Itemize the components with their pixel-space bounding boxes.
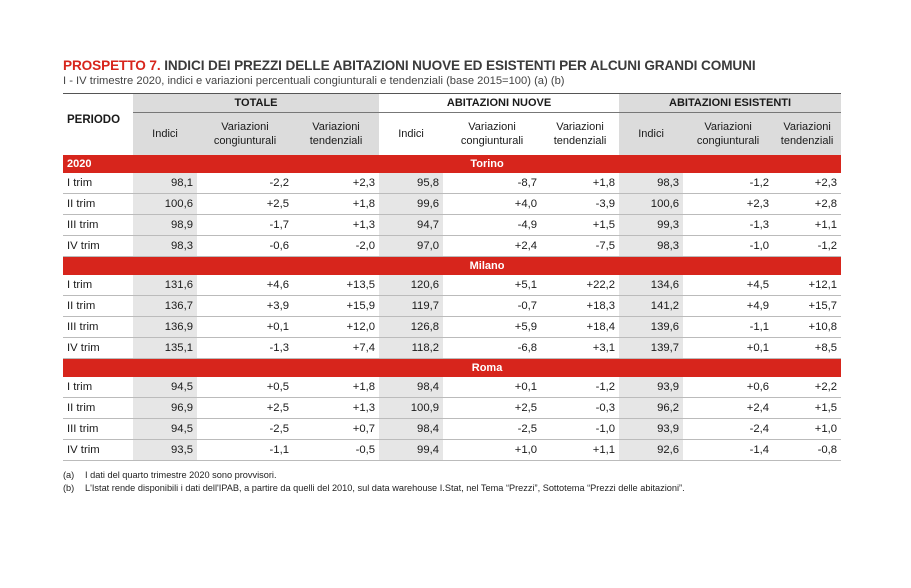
value-cell: +2,5 bbox=[197, 194, 293, 215]
value-cell: +4,0 bbox=[443, 194, 541, 215]
value-cell: +12,1 bbox=[773, 275, 841, 296]
value-cell: +1,5 bbox=[541, 215, 619, 236]
value-cell: +4,6 bbox=[197, 275, 293, 296]
value-cell: 100,6 bbox=[133, 194, 197, 215]
value-cell: +1,8 bbox=[293, 194, 379, 215]
group-header-nuove: ABITAZIONI NUOVE bbox=[379, 94, 619, 113]
value-cell: -1,2 bbox=[773, 236, 841, 257]
value-cell: -1,4 bbox=[683, 440, 773, 461]
value-cell: 131,6 bbox=[133, 275, 197, 296]
value-cell: +4,5 bbox=[683, 275, 773, 296]
value-cell: 98,1 bbox=[133, 173, 197, 194]
value-cell: 96,2 bbox=[619, 398, 683, 419]
footnotes bbox=[63, 469, 841, 495]
value-cell: 98,9 bbox=[133, 215, 197, 236]
value-cell: +2,3 bbox=[773, 173, 841, 194]
value-cell: -7,5 bbox=[541, 236, 619, 257]
city-name: Roma bbox=[133, 359, 841, 378]
value-cell: 99,6 bbox=[379, 194, 443, 215]
value-cell: 93,5 bbox=[133, 440, 197, 461]
value-cell: -2,4 bbox=[683, 419, 773, 440]
value-cell: +2,5 bbox=[443, 398, 541, 419]
value-cell: 100,6 bbox=[619, 194, 683, 215]
value-cell: +0,1 bbox=[683, 338, 773, 359]
value-cell: -1,2 bbox=[683, 173, 773, 194]
table-row bbox=[63, 377, 841, 398]
period-cell: III trim bbox=[63, 419, 133, 440]
year-label: 2020 bbox=[63, 155, 133, 173]
value-cell: +4,9 bbox=[683, 296, 773, 317]
value-cell: -1,0 bbox=[541, 419, 619, 440]
column-header: Variazioni congiunturali bbox=[443, 113, 541, 156]
value-cell: +2,4 bbox=[683, 398, 773, 419]
city-name: Torino bbox=[133, 155, 841, 173]
value-cell: -1,1 bbox=[683, 317, 773, 338]
value-cell: +7,4 bbox=[293, 338, 379, 359]
table-row bbox=[63, 173, 841, 194]
table-row bbox=[63, 419, 841, 440]
value-cell: +13,5 bbox=[293, 275, 379, 296]
value-cell: 98,3 bbox=[619, 236, 683, 257]
value-cell: -4,9 bbox=[443, 215, 541, 236]
value-cell: +18,4 bbox=[541, 317, 619, 338]
period-cell: II trim bbox=[63, 194, 133, 215]
table-row bbox=[63, 398, 841, 419]
year-label bbox=[63, 359, 133, 378]
period-cell: III trim bbox=[63, 215, 133, 236]
value-cell: 97,0 bbox=[379, 236, 443, 257]
group-header-totale: TOTALE bbox=[133, 94, 379, 113]
table-row bbox=[63, 317, 841, 338]
value-cell: 135,1 bbox=[133, 338, 197, 359]
value-cell: 120,6 bbox=[379, 275, 443, 296]
city-band bbox=[63, 359, 841, 378]
city-name: Milano bbox=[133, 257, 841, 276]
value-cell: 139,7 bbox=[619, 338, 683, 359]
value-cell: +0,1 bbox=[197, 317, 293, 338]
column-header: Variazioni tendenziali bbox=[773, 113, 841, 156]
value-cell: 141,2 bbox=[619, 296, 683, 317]
value-cell: +15,9 bbox=[293, 296, 379, 317]
value-cell: -0,6 bbox=[197, 236, 293, 257]
value-cell: -6,8 bbox=[443, 338, 541, 359]
value-cell: -1,3 bbox=[197, 338, 293, 359]
value-cell: +0,6 bbox=[683, 377, 773, 398]
value-cell: +0,5 bbox=[197, 377, 293, 398]
column-header: Variazioni congiunturali bbox=[197, 113, 293, 156]
value-cell: 98,3 bbox=[133, 236, 197, 257]
value-cell: +3,1 bbox=[541, 338, 619, 359]
value-cell: +2,5 bbox=[197, 398, 293, 419]
value-cell: 93,9 bbox=[619, 419, 683, 440]
period-cell: IV trim bbox=[63, 236, 133, 257]
value-cell: 134,6 bbox=[619, 275, 683, 296]
value-cell: -2,0 bbox=[293, 236, 379, 257]
value-cell: -0,5 bbox=[293, 440, 379, 461]
group-header-esistenti: ABITAZIONI ESISTENTI bbox=[619, 94, 841, 113]
value-cell: -0,8 bbox=[773, 440, 841, 461]
value-cell: +2,2 bbox=[773, 377, 841, 398]
value-cell: 119,7 bbox=[379, 296, 443, 317]
column-header: Indici bbox=[379, 113, 443, 156]
value-cell: 98,3 bbox=[619, 173, 683, 194]
value-cell: -2,5 bbox=[197, 419, 293, 440]
value-cell: 100,9 bbox=[379, 398, 443, 419]
table-row bbox=[63, 194, 841, 215]
value-cell: -1,2 bbox=[541, 377, 619, 398]
value-cell: 99,4 bbox=[379, 440, 443, 461]
value-cell: +22,2 bbox=[541, 275, 619, 296]
value-cell: +8,5 bbox=[773, 338, 841, 359]
value-cell: 136,7 bbox=[133, 296, 197, 317]
value-cell: 126,8 bbox=[379, 317, 443, 338]
value-cell: +18,3 bbox=[541, 296, 619, 317]
value-cell: +1,3 bbox=[293, 215, 379, 236]
value-cell: +10,8 bbox=[773, 317, 841, 338]
period-cell: II trim bbox=[63, 398, 133, 419]
value-cell: +1,3 bbox=[293, 398, 379, 419]
table-row bbox=[63, 338, 841, 359]
period-cell: II trim bbox=[63, 296, 133, 317]
period-cell: III trim bbox=[63, 317, 133, 338]
value-cell: 118,2 bbox=[379, 338, 443, 359]
value-cell: 96,9 bbox=[133, 398, 197, 419]
value-cell: -0,7 bbox=[443, 296, 541, 317]
value-cell: +1,1 bbox=[773, 215, 841, 236]
value-cell: +12,0 bbox=[293, 317, 379, 338]
prices-table bbox=[63, 93, 841, 461]
value-cell: 99,3 bbox=[619, 215, 683, 236]
value-cell: 92,6 bbox=[619, 440, 683, 461]
value-cell: 98,4 bbox=[379, 377, 443, 398]
value-cell: +1,0 bbox=[773, 419, 841, 440]
city-band bbox=[63, 257, 841, 276]
column-header-row bbox=[63, 113, 841, 156]
value-cell: +1,5 bbox=[773, 398, 841, 419]
value-cell: -1,0 bbox=[683, 236, 773, 257]
value-cell: 93,9 bbox=[619, 377, 683, 398]
value-cell: -0,3 bbox=[541, 398, 619, 419]
column-header: Variazioni congiunturali bbox=[683, 113, 773, 156]
value-cell: -2,5 bbox=[443, 419, 541, 440]
period-cell: IV trim bbox=[63, 338, 133, 359]
table-row bbox=[63, 275, 841, 296]
value-cell: 139,6 bbox=[619, 317, 683, 338]
value-cell: +0,1 bbox=[443, 377, 541, 398]
periodo-header: PERIODO bbox=[63, 94, 133, 156]
value-cell: -3,9 bbox=[541, 194, 619, 215]
value-cell: +0,7 bbox=[293, 419, 379, 440]
footnote-b: (b) L'Istat rende disponibili i dati dell'IPAB, a partire da quelli del 2010, sul data warehouse I.Stat, nel Tema “Prezzi”, Sottotema “Prezzi delle abitazioni”. bbox=[63, 483, 685, 493]
period-cell: I trim bbox=[63, 173, 133, 194]
value-cell: +5,9 bbox=[443, 317, 541, 338]
value-cell: 94,5 bbox=[133, 419, 197, 440]
value-cell: -2,2 bbox=[197, 173, 293, 194]
report-section bbox=[63, 58, 841, 495]
table-row bbox=[63, 440, 841, 461]
value-cell: +2,8 bbox=[773, 194, 841, 215]
value-cell: +1,1 bbox=[541, 440, 619, 461]
column-header: Variazioni tendenziali bbox=[293, 113, 379, 156]
table-row bbox=[63, 296, 841, 317]
footnote-a: (a) I dati del quarto trimestre 2020 sono provvisori. bbox=[63, 470, 277, 480]
value-cell: 95,8 bbox=[379, 173, 443, 194]
period-cell: IV trim bbox=[63, 440, 133, 461]
value-cell: +3,9 bbox=[197, 296, 293, 317]
title-prefix: PROSPETTO 7. bbox=[63, 58, 161, 73]
value-cell: -8,7 bbox=[443, 173, 541, 194]
table-subtitle: I - IV trimestre 2020, indici e variazioni percentuali congiunturali e tendenziali (base 2015=100) (a) (b) bbox=[63, 75, 565, 87]
group-header-row bbox=[63, 94, 841, 113]
value-cell: 94,5 bbox=[133, 377, 197, 398]
value-cell: -1,1 bbox=[197, 440, 293, 461]
value-cell: +1,8 bbox=[293, 377, 379, 398]
value-cell: +2,3 bbox=[293, 173, 379, 194]
table-row bbox=[63, 236, 841, 257]
value-cell: +1,8 bbox=[541, 173, 619, 194]
table-title bbox=[63, 58, 841, 73]
value-cell: +2,3 bbox=[683, 194, 773, 215]
value-cell: +1,0 bbox=[443, 440, 541, 461]
period-cell: I trim bbox=[63, 275, 133, 296]
value-cell: 136,9 bbox=[133, 317, 197, 338]
year-label bbox=[63, 257, 133, 276]
value-cell: 94,7 bbox=[379, 215, 443, 236]
column-header: Indici bbox=[619, 113, 683, 156]
table-row bbox=[63, 215, 841, 236]
value-cell: +2,4 bbox=[443, 236, 541, 257]
value-cell: 98,4 bbox=[379, 419, 443, 440]
value-cell: +15,7 bbox=[773, 296, 841, 317]
table-body bbox=[63, 155, 841, 461]
value-cell: -1,7 bbox=[197, 215, 293, 236]
column-header: Indici bbox=[133, 113, 197, 156]
value-cell: +5,1 bbox=[443, 275, 541, 296]
period-cell: I trim bbox=[63, 377, 133, 398]
title-text: INDICI DEI PREZZI DELLE ABITAZIONI NUOVE ED ESISTENTI PER ALCUNI GRANDI COMUNI bbox=[160, 58, 756, 73]
city-band bbox=[63, 155, 841, 173]
column-header: Variazioni tendenziali bbox=[541, 113, 619, 156]
value-cell: -1,3 bbox=[683, 215, 773, 236]
